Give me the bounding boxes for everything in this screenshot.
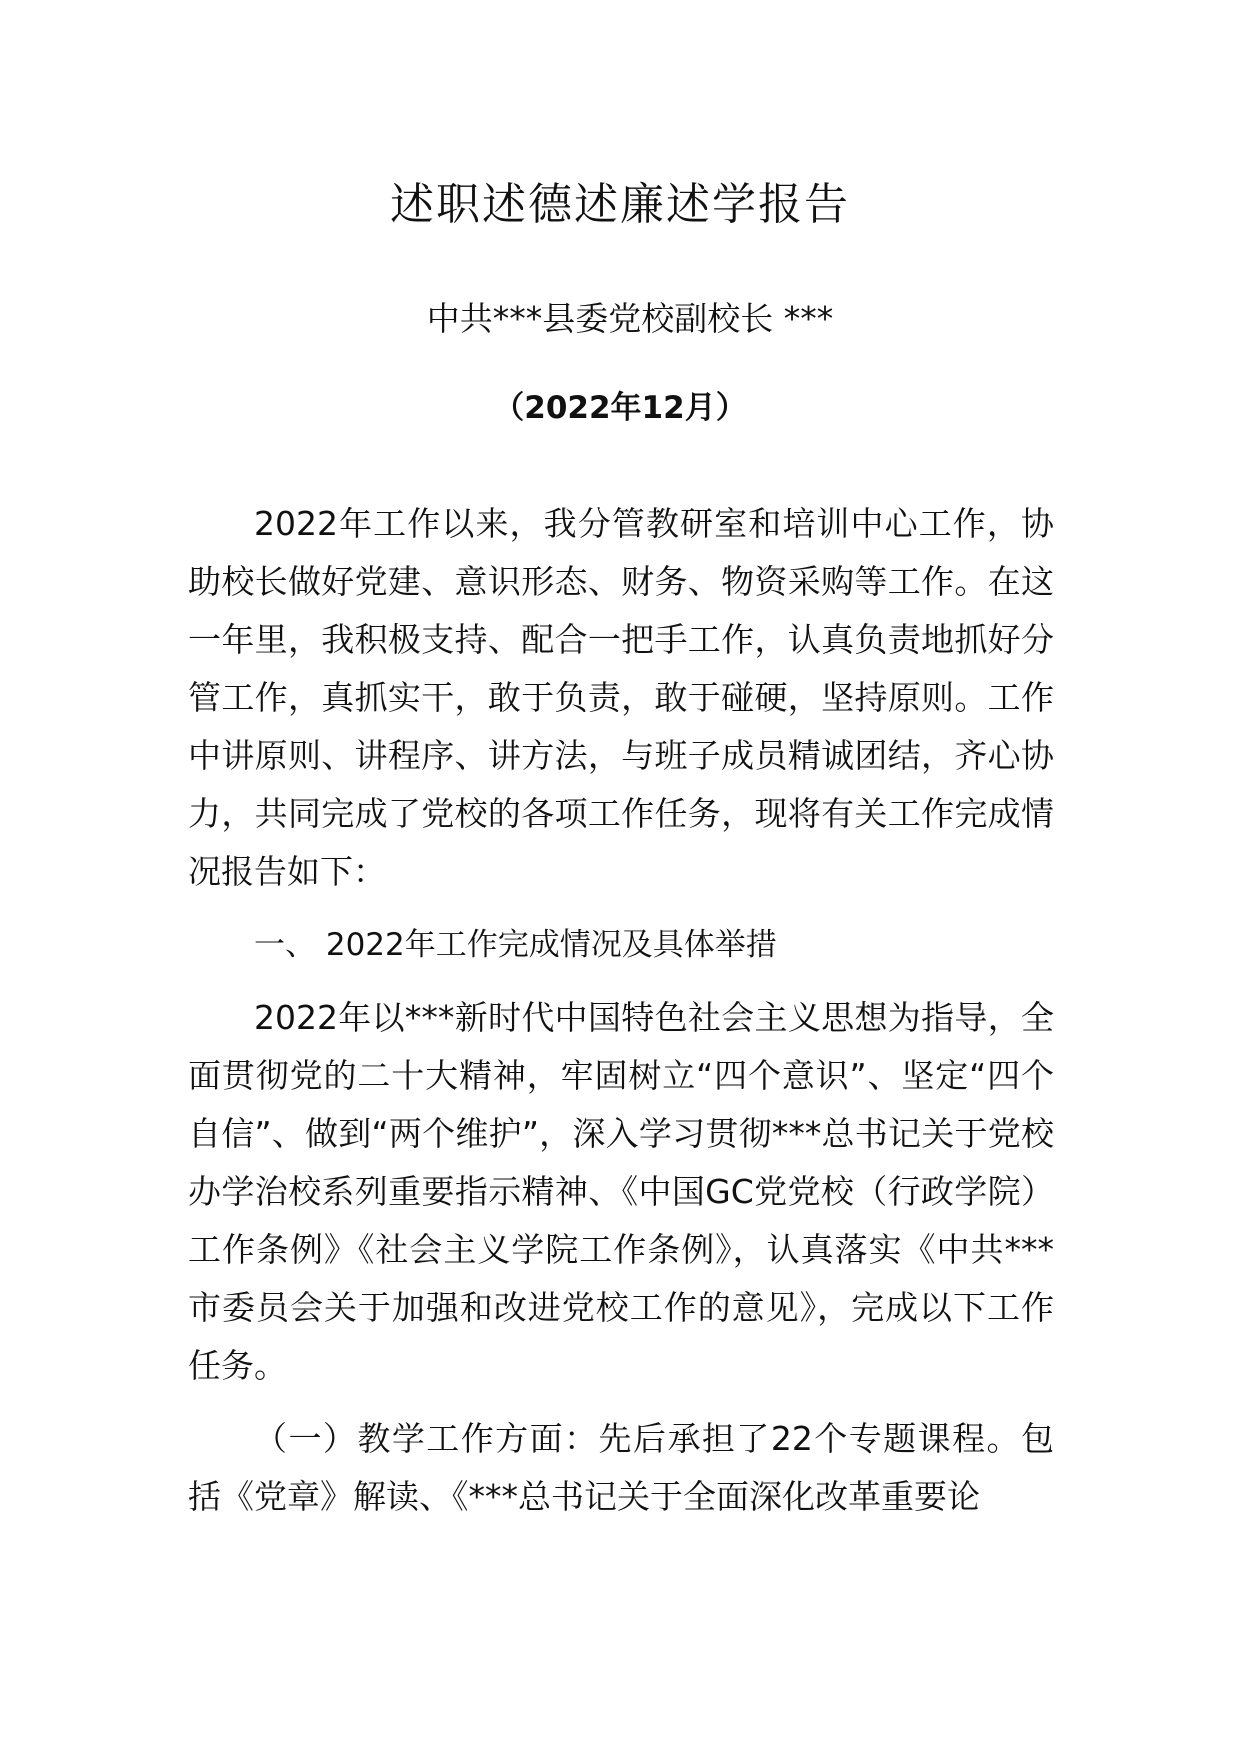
document-title: 述职述德述廉述学报告: [390, 179, 850, 230]
section-heading: 一、 2022年工作完成情况及具体举措: [254, 927, 777, 963]
date-line: （2022年12月）: [493, 390, 747, 426]
intro-paragraph: 2022年工作以来，我分管教研室和培训中心工作，协助校长做好党建、意识形态、财务、物资采购等工作。在这一年里，我积极支持、配合一把手工作，认真负责地抓好分管工作，真抓实干，敢于负责，敢于碰硬，坚持原则。工作中讲原则、讲程序、讲方法，与班子成员精诚团结，齐心协力，共同完成了党校的各项工作任务，现将有关工作完成情况报告如下：: [188, 504, 1054, 891]
body-paragraph: 2022年以***新时代中国特色社会主义思想为指导，全面贯彻党的二十大精神，牢固树立“四个意识”、坚定“四个自信”、做到“两个维护”，深入学习贯彻***总书记关于党校办学治校系列重要指示精神、《中国GC党党校（行政学院）工作条例》《社会主义学院工作条例》，认真落实《中共***市委员会关于加强和改进党校工作的意见》，完成以下工作任务。: [188, 998, 1054, 1385]
document-body: [188, 495, 1054, 1526]
author-line: 中共***县委党校副校长 ***: [426, 299, 834, 338]
subsection-paragraph: （一）教学工作方面：先后承担了22个专题课程。包括《党章》解读、《***总书记关于全面深化改革重要论: [188, 1419, 1054, 1516]
